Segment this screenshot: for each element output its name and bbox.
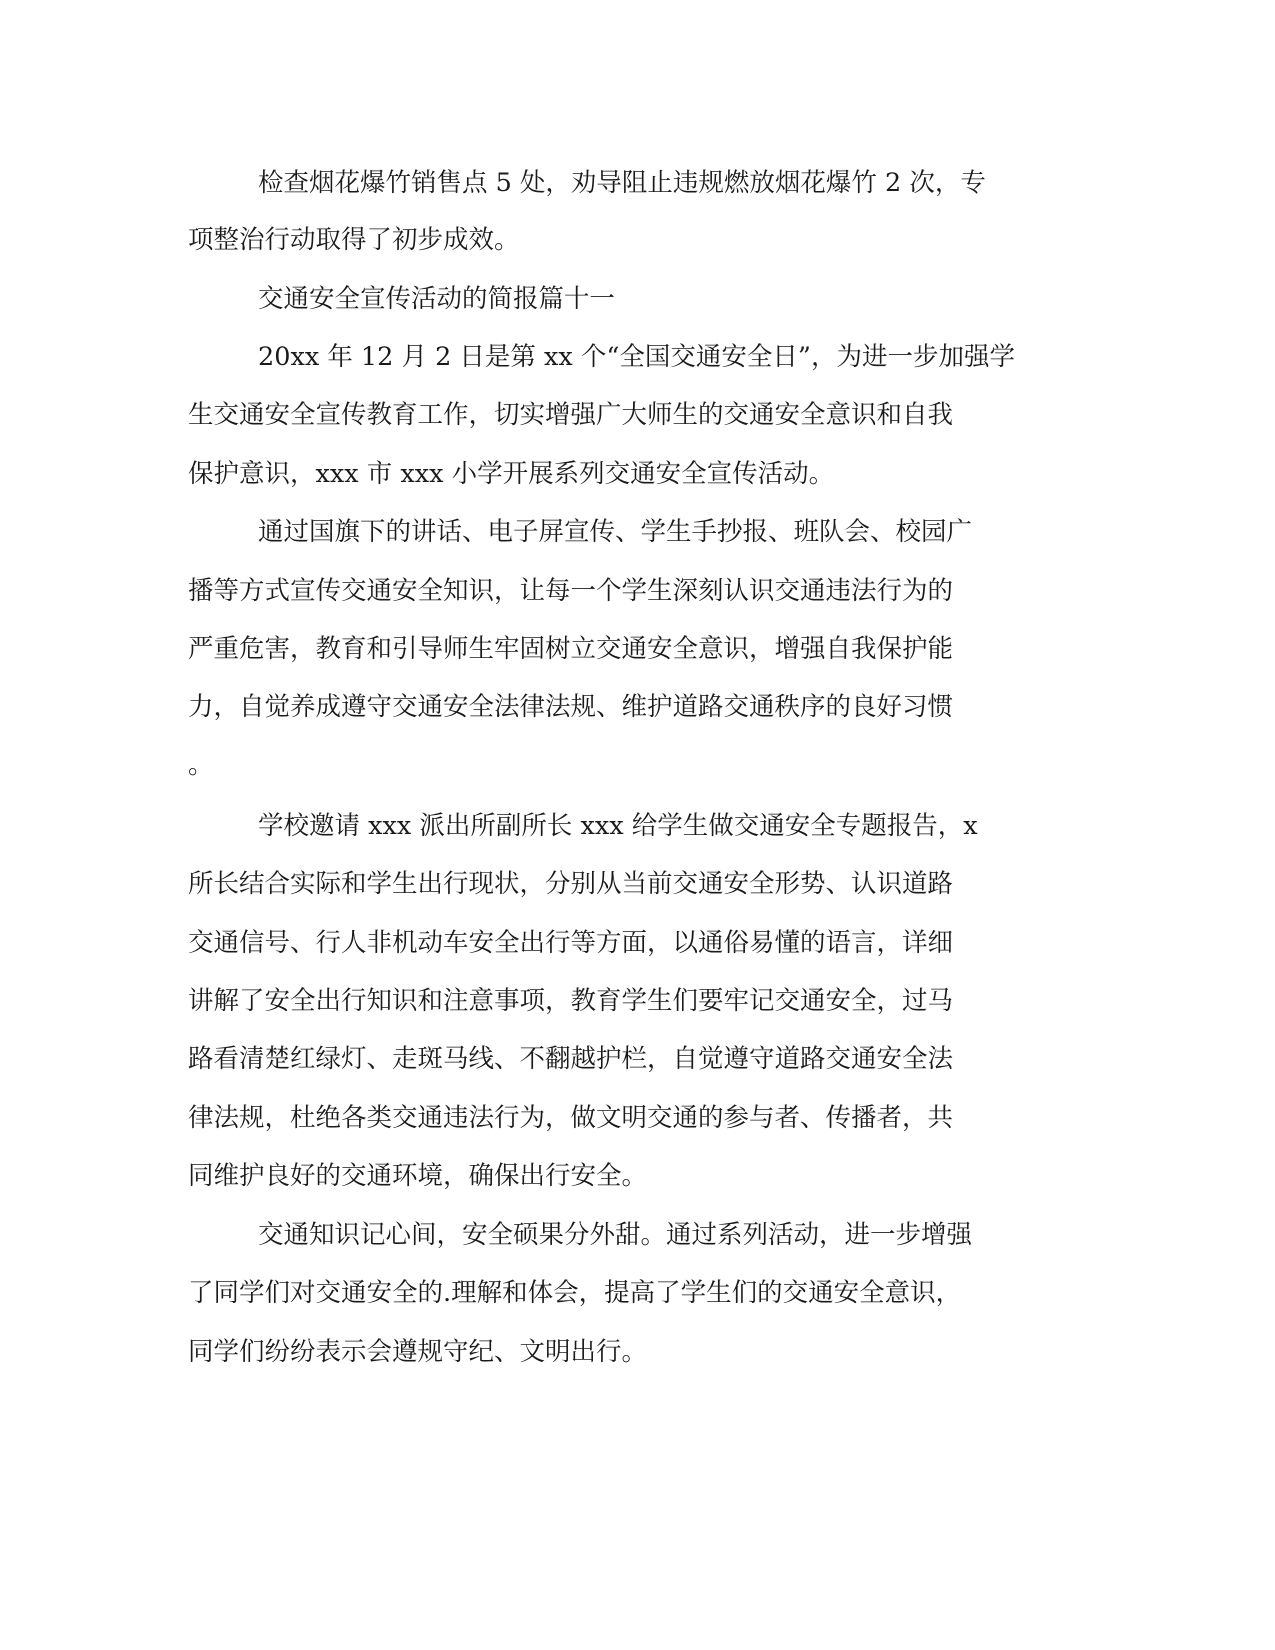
text-line: 项整治行动取得了初步成效。 xyxy=(188,225,520,255)
text-line: 生交通安全宣传教育工作，切实增强广大师生的交通安全意识和自我 xyxy=(188,400,954,430)
text-line: 同维护良好的交通环境，确保出行安全。 xyxy=(188,1161,648,1191)
text-line: 播等方式宣传交通安全知识，让每一个学生深刻认识交通违法行为的 xyxy=(188,576,954,606)
text-line: 力，自觉养成遵守交通安全法律法规、维护道路交通秩序的良好习惯 xyxy=(188,692,954,722)
text-line: 路看清楚红绿灯、走斑马线、不翻越护栏，自觉遵守道路交通安全法 xyxy=(188,1044,954,1074)
text-line: 讲解了安全出行知识和注意事项，教育学生们要牢记交通安全，过马 xyxy=(188,986,954,1016)
text-line: 。 xyxy=(188,750,214,780)
text-line: 交通知识记心间，安全硕果分外甜。通过系列活动，进一步增强 xyxy=(258,1220,973,1250)
text-line: 交通信号、行人非机动车安全出行等方面，以通俗易懂的语言，详细 xyxy=(188,928,954,958)
text-line: 保护意识，xxx 市 xxx 小学开展系列交通安全宣传活动。 xyxy=(188,459,835,489)
text-line: 了同学们对交通安全的.理解和体会，提高了学生们的交通安全意识， xyxy=(188,1278,962,1308)
text-line: 通过国旗下的讲话、电子屏宣传、学生手抄报、班队会、校园广 xyxy=(258,517,973,547)
section-heading: 交通安全宣传活动的简报篇十一 xyxy=(258,284,616,314)
text-line: 严重危害，教育和引导师生牢固树立交通安全意识，增强自我保护能 xyxy=(188,634,954,664)
text-line: 20xx 年 12 月 2 日是第 xx 个“全国交通安全日”，为进一步加强学 xyxy=(258,342,1015,372)
text-line: 学校邀请 xxx 派出所副所长 xxx 给学生做交通安全专题报告，x xyxy=(258,811,978,841)
text-line: 所长结合实际和学生出行现状，分别从当前交通安全形势、认识道路 xyxy=(188,869,954,899)
text-line: 同学们纷纷表示会遵规守纪、文明出行。 xyxy=(188,1337,648,1367)
text-line: 检查烟花爆竹销售点 5 处，劝导阻止违规燃放烟花爆竹 2 次，专 xyxy=(258,168,986,198)
text-line: 律法规，杜绝各类交通违法行为，做文明交通的参与者、传播者，共 xyxy=(188,1103,954,1133)
